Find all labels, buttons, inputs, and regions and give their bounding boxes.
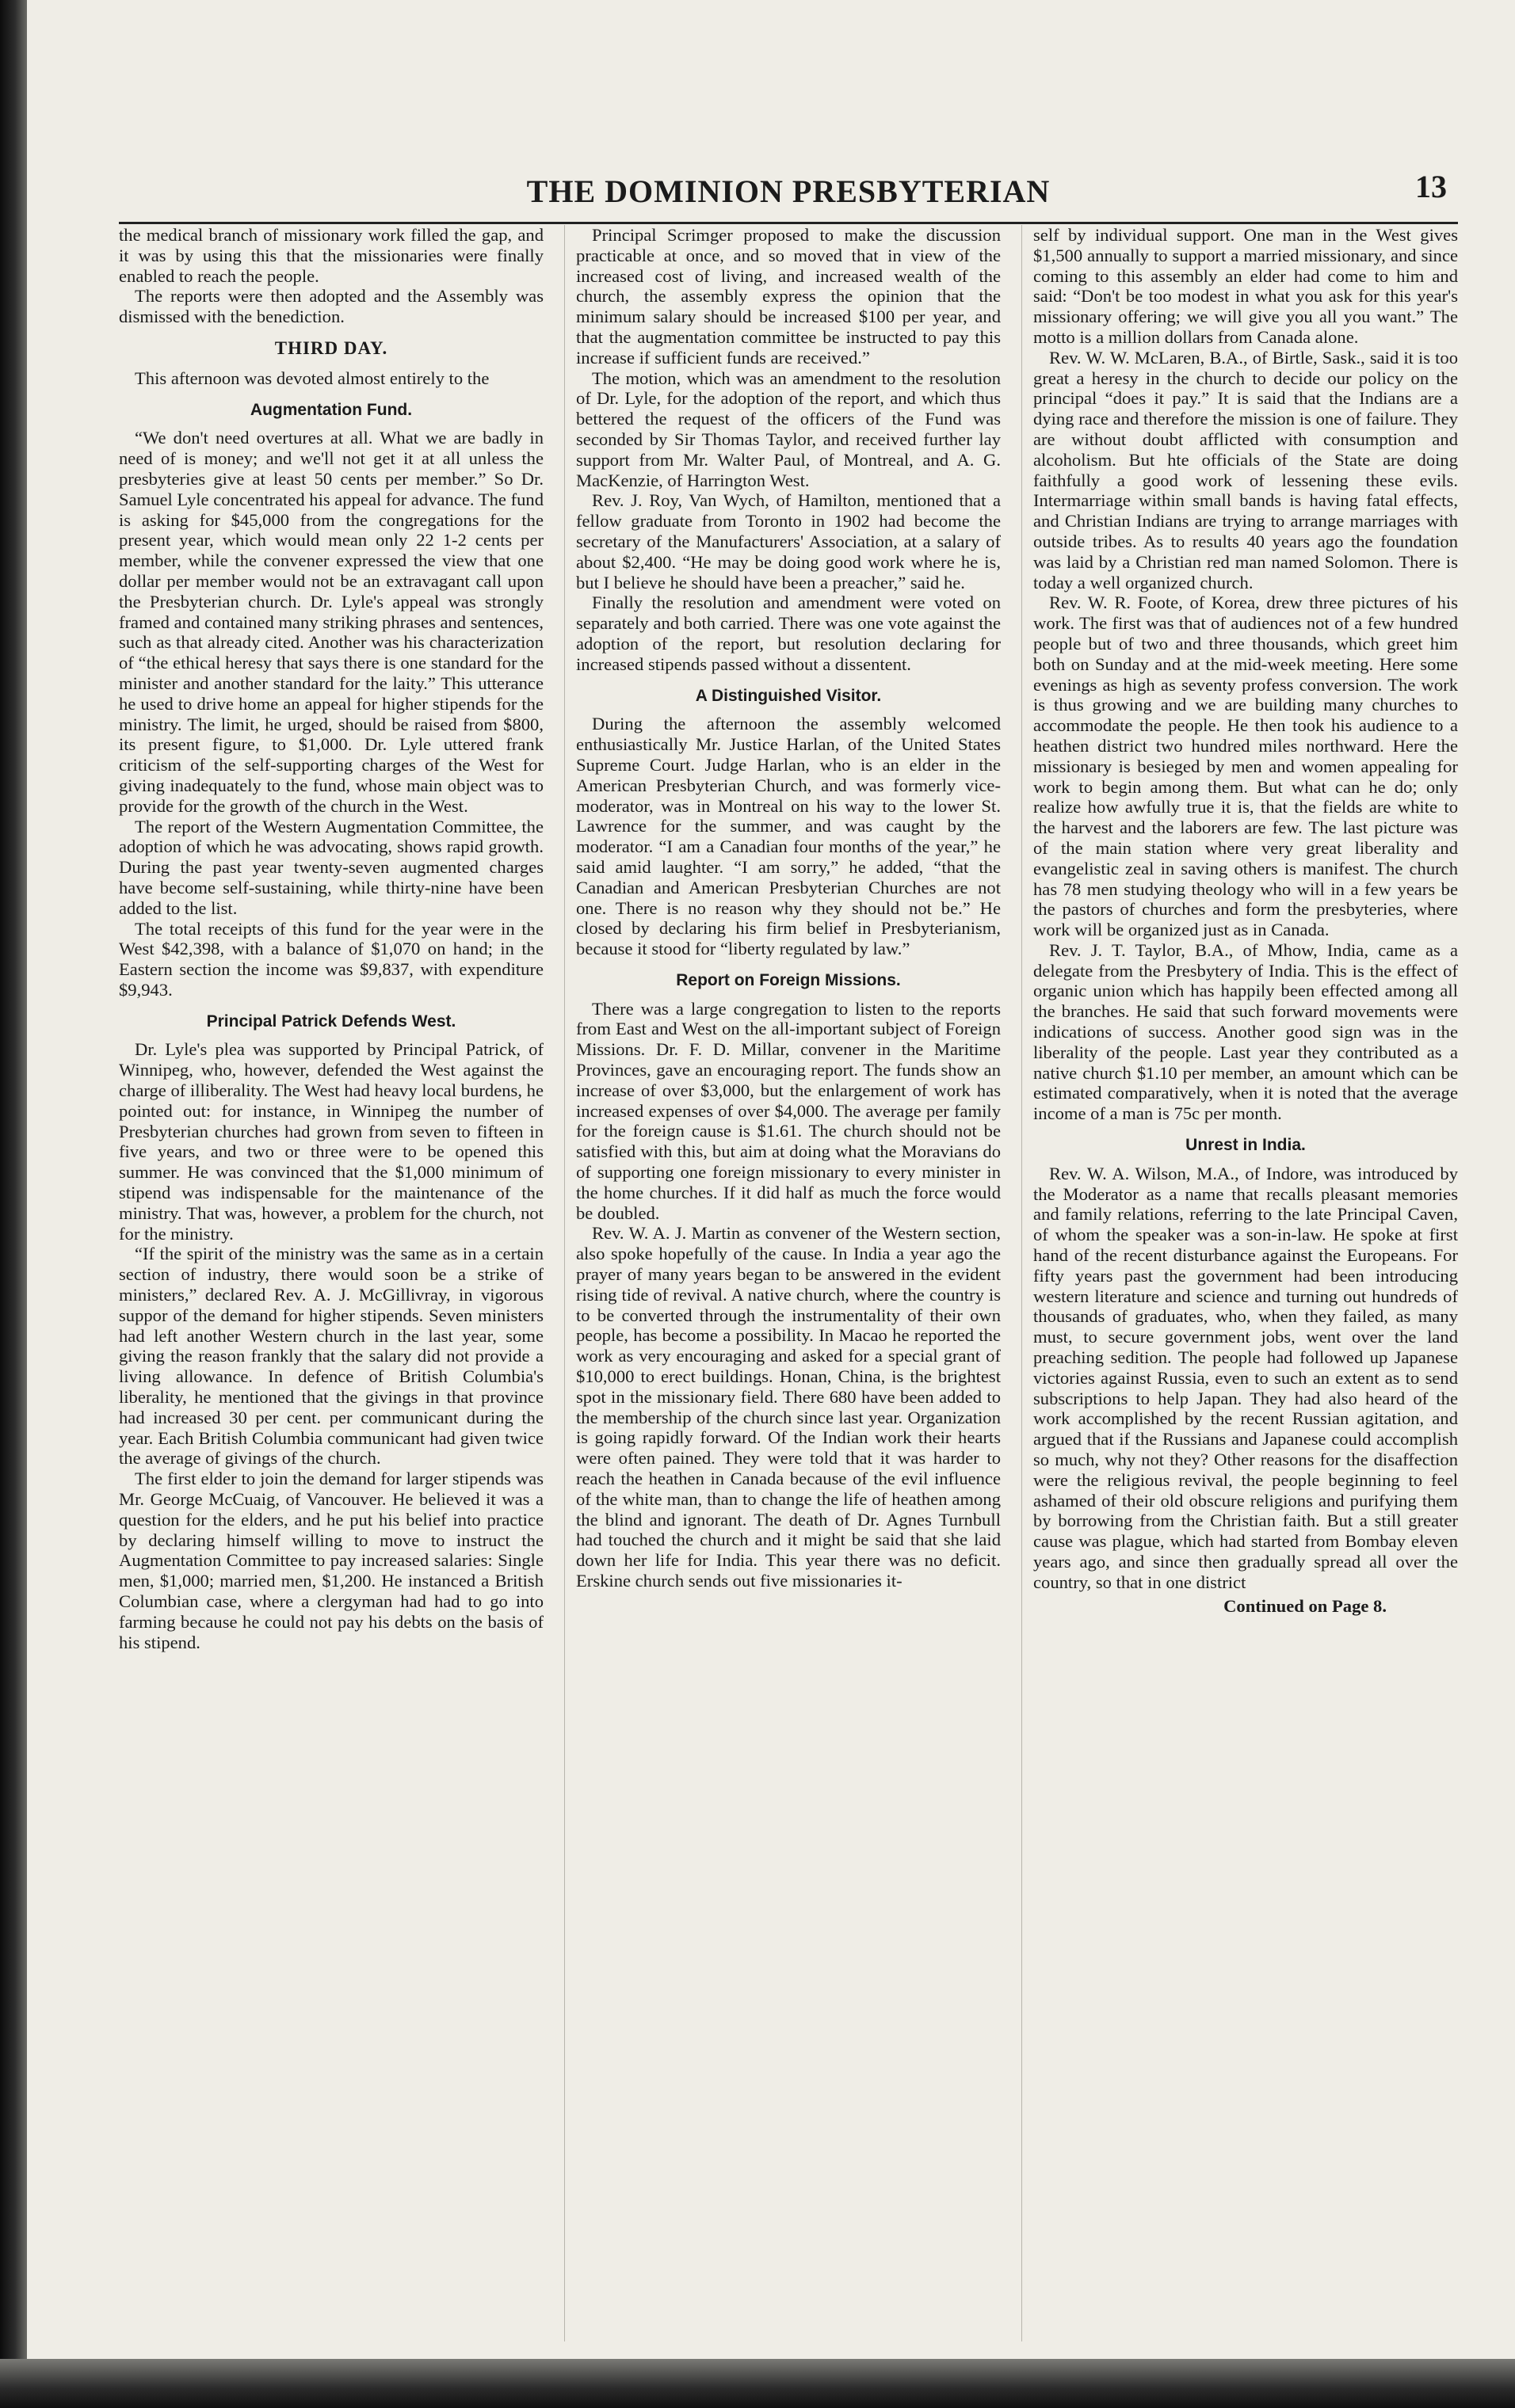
subheading: Report on Foreign Missions.	[676, 970, 901, 989]
section-heading: THIRD DAY.	[274, 337, 388, 358]
subheading: Unrest in India.	[1185, 1136, 1306, 1155]
column-1	[119, 225, 544, 2341]
paragraph: During the afternoon the assembly welcomed enthusiastically Mr. Justice Harlan, of the United States Supreme Court. Judge Harlan, who is an elder in the American Presbyterian Church, and was formerly vice-moderator, was in Montreal on his way to the lower St. Lawrence for the summer, and was caught by the moderator. “I am a Canadian four months of the year,” he said amid laughter. “I am sorry,” he added, “that the Canadian and American Presbyterian Churches are not one. There is no reason why they should not be.” He closed by declaring his firm belief in Presbyterianism, because it stood for “liberty regulated by law.”	[576, 714, 1001, 959]
paragraph: The motion, which was an amendment to the resolution of Dr. Lyle, for the adoption of the report, and which thus bettered the request of the officers of the Fund was seconded by Sir Thomas Taylor, and received further lay support from Mr. Walter Paul, of Montreal, and A. G. MacKenzie, of Harrington West.	[576, 368, 1001, 490]
paragraph: There was a large congregation to listen to the reports from East and West on the all-important subject of Foreign Missions. Dr. F. D. Millar, convener in the Maritime Provinces, gave an encouraging report. The funds show an increase of over $3,000, but the enlargement of work has increased expenses of over $4,000. The average per family for the foreign cause is $1.61. The church should not be satisfied with this, but aim at doing what the Moravians do of supporting one foreign missionary to every minister in the home churches. If it did half as much the force would be doubled.	[576, 998, 1001, 1223]
paragraph: The reports were then adopted and the Assembly was dismissed with the benediction.	[119, 286, 544, 327]
paragraph: This afternoon was devoted almost entirely to the	[135, 368, 490, 388]
page-header	[119, 158, 1458, 224]
article-columns	[119, 225, 1458, 2341]
column-3	[1021, 225, 1458, 2341]
paragraph: The total receipts of this fund for the year were in the West $42,398, with a balance of $1,070 on hand; in the Eastern section the income was $9,837, with expenditure $9,943.	[119, 918, 544, 1000]
paragraph: self by individual support. One man in the West gives $1,500 annually to support a married missionary, and since coming to this assembly an elder had come to him and said: “Don't be too modest in what you ask for this year's missionary offering; we will give you all you want.” The motto is a million dollars from Canada alone.	[1033, 225, 1458, 347]
subheading: Principal Patrick Defends West.	[206, 1012, 456, 1031]
paragraph: Dr. Lyle's plea was supported by Principal Patrick, of Winnipeg, who, however, defended the West against the charge of illiberality. The West had heavy local burdens, he pointed out: for instance, in Winnipeg the number of Presbyterian churches had grown from seven to fifteen in five years, and two or three were to be opened this summer. He was convinced that the $1,000 minimum of stipend was indispensable for the maintenance of the ministry. That was, however, a problem for the church, not for the ministry.	[119, 1039, 544, 1244]
paragraph: “We don't need overtures at all. What we are badly in need of is money; and we'll not get it at all unless the presbyteries give at least 50 cents per member.” So Dr. Samuel Lyle concentrated his appeal for advance. The fund is asking for $45,000 from the congregations for the present year, which would mean only 22 1-2 cents per member, while the convener expressed the view that one dollar per member would not be an extravagant call upon the Presbyterian church. Dr. Lyle's appeal was strongly framed and contained many striking phrases and sentences, such as that already cited. Another was his characterization of “the ethical heresy that says there is one standard for the minister and another standard for the laity.” This utterance he used to drive home an appeal for higher stipends for the ministry. The limit, he urged, should be raised from $800, its present figure, to $1,000. Dr. Lyle uttered frank criticism of the self-supporting charges of the West for giving inadequately to the fund, whose main object was to provide for the growth of the church in the West.	[119, 428, 544, 816]
paragraph: The report of the Western Augmentation Committee, the adoption of which he was advocating, shows rapid growth. During the past year twenty-seven augmented charges have become self-sustaining, while thirty-nine have been added to the list.	[119, 816, 544, 918]
page-number: 13	[1415, 169, 1447, 204]
continuation-note: Continued on Page 8.	[1223, 1595, 1387, 1616]
paragraph: The first elder to join the demand for larger stipends was Mr. George McCuaig, of Vancouver. He believed it was a question for the elders, and he put his belief into practice by declaring himself willing to move to instruct the Augmentation Committee to pay increased salaries: Single men, $1,000; married men, $1,200. He instanced a British Columbian case, where a clergyman had had to go into farming because he could not pay his debts on the basis of his stipend.	[119, 1469, 544, 1652]
paragraph: Rev. W. W. McLaren, B.A., of Birtle, Sask., said it is too great a heresy in the church to decide our policy on the principal “does it pay.” It is said that the Indians are a dying race and therefore the mission is one of failure. They are without doubt afflicted with consumption and alcoholism. But hte officials of the State are doing faithfully a good work of lessening these evils. Intermarriage within small bands is having fatal effects, and Christian Indians are trying to arrange marriages with outside tribes. As to results 40 years ago the foundation was laid by a Christian red man named Solomon. There is today a well organized church.	[1033, 347, 1458, 592]
paragraph: “If the spirit of the ministry was the same as in a certain section of industry, there would soon be a strike of ministers,” declared Rev. A. J. McGillivray, in vigorous suppor of the demand for higher stipends. Seven ministers had left another Western church in the last year, some giving the reason frankly that the salary did not provide a living allowance. In defence of British Columbia's liberality, he mentioned that the givings in that province had increased 30 per cent. per communicant during the year. Each British Columbia communicant had given twice the average of givings of the church.	[119, 1244, 544, 1469]
newspaper-page	[119, 158, 1458, 2345]
scan-binding-edge	[0, 0, 27, 2408]
paragraph: Rev. W. A. J. Martin as convener of the Western section, also spoke hopefully of the cause. In India a year ago the prayer of many years began to be answered in the evident rising tide of revival. A native church, where the country is to be converted through the instrumentality of their own people, has become a possibility. In Macao he reported the work as very encouraging and asked for a special grant of $10,000 to erect buildings. Honan, China, is the brightest spot in the missionary field. There 680 have been added to the membership of the church since last year. Organization is going rapidly forward. Of the Indian work their hearts were often pained. They were told that it was harder to reach the heathen in Canada because of the evil influence of the white man, than to change the life of heathen among the blind and ignorant. The death of Dr. Agnes Turnbull had touched the church and it might be said that she laid down her life for India. This year there was no deficit. Erskine church sends out five missionaries it-	[576, 1223, 1001, 1591]
subheading: A Distinguished Visitor.	[695, 686, 882, 705]
scan-bottom-edge	[0, 2359, 1515, 2408]
column-2	[564, 225, 1001, 2341]
paragraph: Rev. J. Roy, Van Wych, of Hamilton, mentioned that a fellow graduate from Toronto in 1902 had become the secretary of the Manufacturers' Association, at a salary of about $2,400. “He may be doing good work where he is, but I believe he should have been a preacher,” said he.	[576, 490, 1001, 592]
paragraph: Rev. J. T. Taylor, B.A., of Mhow, India, came as a delegate from the Presbytery of India. This is the effect of organic union which has happily been effected among all the branches. He said that such forward movements were indications of success. Another good sign was in the liberality of the people. Last year they contributed as a native church $1.10 per member, an amount which can be estimated comparatively, when it is noted that the average income of a man is 75c per month.	[1033, 939, 1458, 1124]
paragraph: Rev. W. R. Foote, of Korea, drew three pictures of his work. The first was that of audiences not of a few hundred people but of two and three thousands, which greet him both on Sunday and at the mid-week meeting. Here some evenings as high as seventy profess conversion. The work is thus growing and we are building many churches to accommodate the people. He then took his audience to a heathen district two hundred miles northward. Here the missionary is besieged by men and women appealing for work to begin among them. But what can he do; only realize how awfully true it is, that the fields are white to the harvest and the laborers are few. The last picture was of the main station where very great liberality and evangelistic zeal in saving others is manifest. The church has 78 men studying theology who will in a few years be the pastors of churches and form the presbyteries, where work will be organized just as in Canada.	[1033, 592, 1458, 940]
paragraph: Rev. W. A. Wilson, M.A., of Indore, was introduced by the Moderator as a name that recalls pleasant memories and family relations, referring to the late Principal Caven, of whom the speaker was a son-in-law. He spoke at first hand of the recent disturbance against the Europeans. For fifty years past the government had been introducing western literature and science and turning out hundreds of thousands of graduates, who, when they failed, as many must, to secure government jobs, went over the land preaching sedition. The people had followed up Japanese victories against Russia, even to such an extent as to send subscriptions to help Japan. They had also heard of the work accomplished by the recent Russian agitation, and argued that if the Russians and Japanese could accomplish so much, why not they? Other reasons for the disaffection were the religious revival, the people beginning to feel ashamed of their old obscure religions and purifying them by borrowing from the Christian faith. But a still greater cause was plague, which had started from Bombay eleven years ago, and since then gradually spread all over the country, so that in one district	[1033, 1163, 1458, 1592]
paragraph: the medical branch of missionary work filled the gap, and it was by using this that the missionaries were finally enabled to reach the people.	[119, 225, 544, 286]
paragraph: Finally the resolution and amendment were voted on separately and both carried. There was one vote against the adoption of the report, but resolution declaring for increased stipends passed without a dissentent.	[576, 592, 1001, 674]
subheading: Augmentation Fund.	[250, 400, 413, 419]
paragraph: Principal Scrimger proposed to make the discussion practicable at once, and so moved that in view of the increased cost of living, and increased wealth of the church, the assembly express the opinion that the minimum salary should be increased $100 per year, and that the augmentation committee be instructed to pay this increase if sufficient funds are received.”	[576, 225, 1001, 368]
masthead-title: THE DOMINION PRESBYTERIAN	[526, 173, 1051, 209]
